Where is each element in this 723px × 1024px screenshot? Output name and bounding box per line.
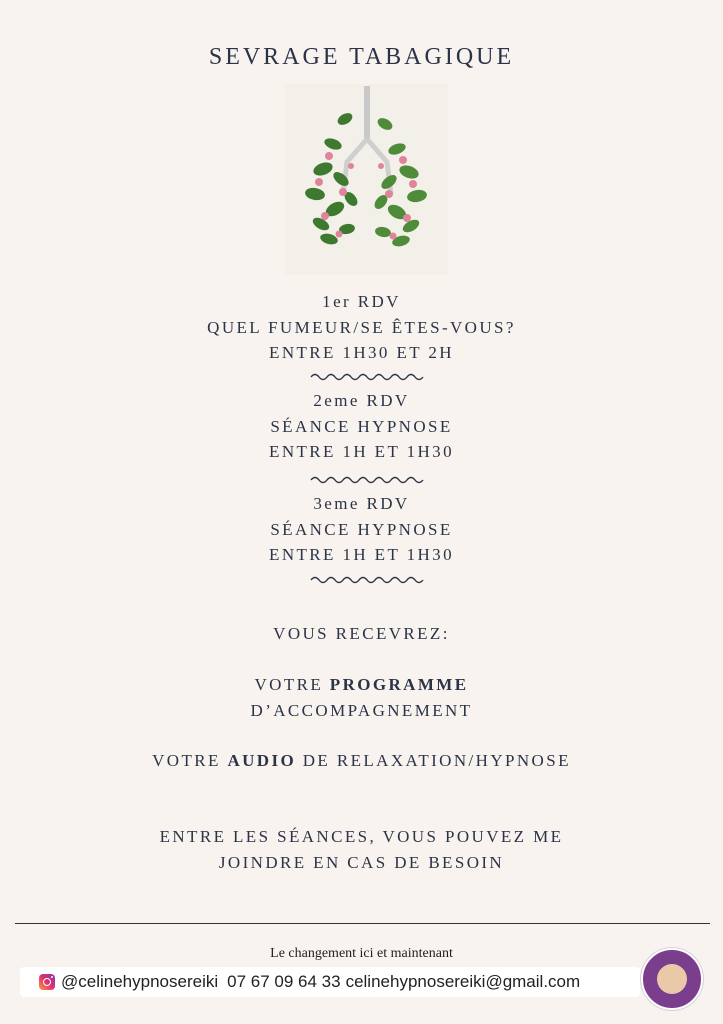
receive-heading-text: VOUS RECEVREZ:: [273, 624, 450, 643]
instagram-icon[interactable]: [39, 974, 55, 990]
session-2: [0, 388, 723, 465]
session-1: [0, 289, 723, 366]
session-2-duration: ENTRE 1H ET 1H30: [269, 442, 454, 461]
receive-item-programme: [0, 672, 723, 723]
between-sessions-line1: ENTRE LES SÉANCES, VOUS POUVEZ ME: [159, 827, 564, 846]
session-3-topic: SÉANCE HYPNOSE: [270, 519, 453, 539]
wave-divider-1: [310, 371, 424, 383]
session-2-label: 2eme RDV: [313, 391, 410, 410]
session-1-topic: QUEL FUMEUR/SE ÊTES-VOUS?: [207, 317, 516, 337]
mental-health-first-aider-badge: [641, 948, 703, 1010]
receive-heading: [0, 621, 723, 647]
receive-item-programme-line2: D’ACCOMPAGNEMENT: [250, 700, 473, 720]
wave-divider-2: [310, 474, 424, 486]
receive-item-programme-bold: PROGRAMME: [329, 675, 469, 694]
between-sessions-note: [0, 824, 723, 875]
avatar: [657, 964, 687, 994]
receive-item-audio: [0, 748, 723, 774]
email-address[interactable]: celinehypnosereiki@gmail.com: [345, 972, 581, 991]
receive-item-programme-line1: [0, 672, 723, 698]
lungs-with-flowers-image: [285, 84, 448, 275]
receive-item-audio-suffix: DE RELAXATION/HYPNOSE: [296, 751, 571, 770]
session-1-duration: ENTRE 1H30 ET 2H: [269, 343, 454, 362]
receive-item-programme-prefix: VOTRE: [254, 675, 330, 694]
session-3: [0, 491, 723, 568]
receive-item-audio-bold: AUDIO: [227, 751, 297, 770]
session-3-duration: ENTRE 1H ET 1H30: [269, 545, 454, 564]
instagram-handle[interactable]: @celinehypnosereiki: [61, 972, 219, 991]
session-2-topic: SÉANCE HYPNOSE: [270, 416, 453, 436]
wave-divider-3: [310, 574, 424, 586]
footer-divider: [15, 923, 710, 924]
page-title: SEVRAGE TABAGIQUE: [208, 44, 515, 70]
receive-item-audio-prefix: VOTRE: [152, 751, 228, 770]
contact-bar: [20, 967, 640, 997]
between-sessions-line2: JOINDRE EN CAS DE BESOIN: [218, 852, 505, 872]
receive-item-audio-line: [0, 748, 723, 774]
session-3-label: 3eme RDV: [313, 494, 410, 513]
session-1-label: 1er RDV: [322, 292, 401, 311]
tagline: Le changement ici et maintenant: [270, 946, 453, 961]
phone-number[interactable]: 07 67 09 64 33: [227, 972, 341, 991]
lungs-illustration: [285, 84, 448, 275]
